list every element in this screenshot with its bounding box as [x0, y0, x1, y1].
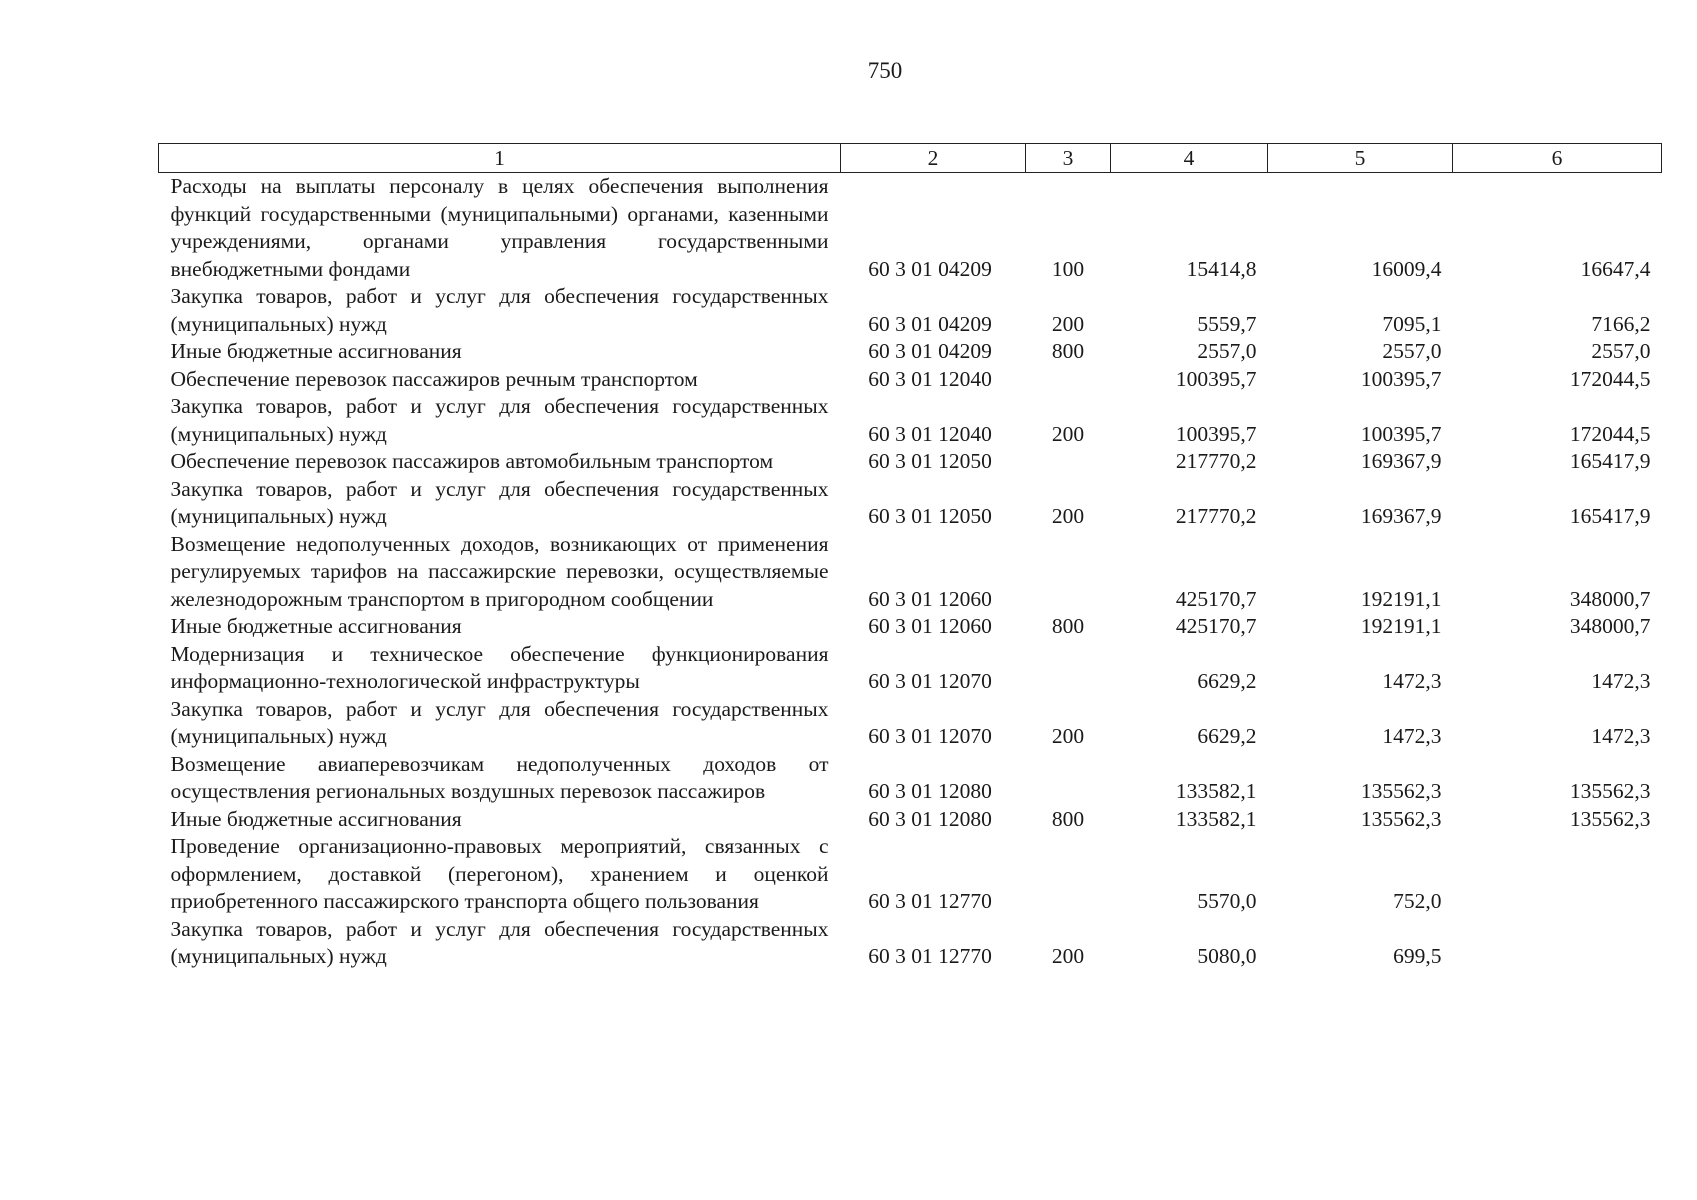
amount-col-4: 133582,1 [1175, 779, 1257, 803]
amount-col-6: 7166,2 [1591, 311, 1651, 336]
amount-col-5: 16009,4 [1371, 256, 1442, 281]
amount-col-4: 6629,2 [1197, 669, 1257, 693]
expense-type [1026, 751, 1111, 806]
row-name: Закупка товаров, работ и услуг для обеспечения государственных (муниципальных) нужд [170, 284, 829, 336]
amount-col-4: 5080,0 [1197, 944, 1257, 968]
amount-col-6: 16647,4 [1580, 256, 1651, 281]
amount-col-5: 169367,9 [1360, 449, 1442, 473]
column-header-5: 5 [1268, 144, 1453, 173]
row-name: Модернизация и техническое обеспечение функционирования информационно-технологической инфраструктуры [170, 641, 829, 693]
expense-type [1026, 448, 1111, 476]
expense-type: 100 [1051, 256, 1085, 281]
target-article-code: 60 3 01 12070 [868, 724, 992, 748]
table-row [159, 173, 1662, 284]
amount-col-6: 165417,9 [1569, 504, 1651, 528]
target-article-code: 60 3 01 04209 [868, 311, 992, 336]
expense-type [1026, 366, 1111, 394]
row-name: Обеспечение перевозок пассажиров автомобильным транспортом [170, 449, 774, 473]
amount-col-4: 6629,2 [1197, 724, 1257, 748]
expense-type: 800 [1051, 806, 1085, 831]
amount-col-6: 172044,5 [1569, 421, 1651, 446]
amount-col-5: 100395,7 [1360, 421, 1442, 446]
amount-col-5: 2557,0 [1382, 339, 1442, 363]
target-article-code: 60 3 01 12070 [868, 669, 992, 693]
amount-col-6: 135562,3 [1569, 779, 1651, 803]
amount-col-5: 169367,9 [1360, 504, 1442, 528]
amount-col-4: 2557,0 [1197, 339, 1257, 363]
row-name: Обеспечение перевозок пассажиров речным транспортом [170, 366, 698, 391]
target-article-code: 60 3 01 12770 [868, 889, 992, 913]
row-name: Закупка товаров, работ и услуг для обеспечения государственных (муниципальных) нужд [170, 476, 829, 528]
table-row [159, 833, 1662, 916]
column-header-1: 1 [159, 144, 841, 173]
amount-col-5: 192191,1 [1360, 586, 1442, 611]
table-row [159, 751, 1662, 806]
amount-col-5: 699,5 [1393, 944, 1442, 968]
expense-type [1026, 641, 1111, 696]
table-row [159, 613, 1662, 641]
amount-col-6 [1453, 916, 1662, 971]
expense-type: 800 [1051, 614, 1085, 638]
budget-table [158, 143, 1662, 971]
amount-col-6: 172044,5 [1569, 366, 1651, 391]
target-article-code: 60 3 01 12080 [868, 806, 992, 831]
target-article-code: 60 3 01 12040 [868, 421, 992, 446]
amount-col-5: 100395,7 [1360, 366, 1442, 391]
row-name: Иные бюджетные ассигнования [170, 806, 462, 831]
target-article-code: 60 3 01 12050 [868, 449, 992, 473]
row-name: Закупка товаров, работ и услуг для обеспечения государственных (муниципальных) нужд [170, 916, 829, 968]
target-article-code: 60 3 01 12060 [868, 586, 992, 611]
row-name: Возмещение авиаперевозчикам недополученных доходов от осуществления региональных воздушных перевозок пассажиров [170, 751, 829, 803]
table-row [159, 476, 1662, 531]
table-row [159, 806, 1662, 834]
target-article-code: 60 3 01 12080 [868, 779, 992, 803]
amount-col-6: 348000,7 [1569, 614, 1651, 638]
column-header-2: 2 [841, 144, 1026, 173]
table-row [159, 641, 1662, 696]
table-row [159, 283, 1662, 338]
amount-col-5: 135562,3 [1360, 779, 1442, 803]
amount-col-6: 165417,9 [1569, 449, 1651, 473]
row-name: Закупка товаров, работ и услуг для обеспечения государственных (муниципальных) нужд [170, 394, 829, 446]
row-name: Закупка товаров, работ и услуг для обеспечения государственных (муниципальных) нужд [170, 696, 829, 748]
expense-type [1026, 531, 1111, 614]
column-header-3: 3 [1026, 144, 1111, 173]
amount-col-4: 15414,8 [1186, 256, 1257, 281]
table-body [159, 173, 1662, 971]
amount-col-6 [1453, 833, 1662, 916]
table-row [159, 366, 1662, 394]
amount-col-4: 425170,7 [1175, 586, 1257, 611]
table-row [159, 338, 1662, 366]
amount-col-6: 2557,0 [1591, 339, 1651, 363]
expense-type: 200 [1051, 311, 1085, 336]
amount-col-4: 100395,7 [1175, 366, 1257, 391]
target-article-code: 60 3 01 12060 [868, 614, 992, 638]
expense-type [1026, 833, 1111, 916]
table-row [159, 696, 1662, 751]
amount-col-4: 5570,0 [1197, 889, 1257, 913]
row-name: Проведение организационно-правовых мероприятий, связанных с оформлением, доставкой (перегоном), хранением и оценкой приобретенного пассажирского транспорта общего пользования [170, 834, 829, 913]
column-header-4: 4 [1111, 144, 1268, 173]
amount-col-4: 217770,2 [1175, 449, 1257, 473]
table-row [159, 393, 1662, 448]
expense-type: 200 [1051, 504, 1085, 528]
row-name: Иные бюджетные ассигнования [170, 339, 462, 363]
amount-col-4: 217770,2 [1175, 504, 1257, 528]
expense-type: 200 [1051, 421, 1085, 446]
amount-col-5: 752,0 [1393, 889, 1442, 913]
table-header-row [159, 144, 1662, 173]
amount-col-5: 135562,3 [1360, 806, 1442, 831]
amount-col-6: 348000,7 [1569, 586, 1651, 611]
page-number: 750 [867, 58, 903, 83]
target-article-code: 60 3 01 04209 [868, 339, 992, 363]
column-header-6: 6 [1453, 144, 1662, 173]
amount-col-5: 7095,1 [1382, 311, 1442, 336]
amount-col-5: 1472,3 [1382, 724, 1442, 748]
amount-col-4: 5559,7 [1197, 311, 1257, 336]
amount-col-6: 1472,3 [1591, 669, 1651, 693]
table-row [159, 448, 1662, 476]
row-name: Возмещение недополученных доходов, возникающих от применения регулируемых тарифов на пассажирские перевозки, осуществляемые железнодорожным транспортом в пригородном сообщении [170, 531, 829, 611]
table-row [159, 531, 1662, 614]
amount-col-4: 425170,7 [1175, 614, 1257, 638]
target-article-code: 60 3 01 12050 [868, 504, 992, 528]
target-article-code: 60 3 01 04209 [868, 256, 992, 281]
expense-type: 800 [1051, 339, 1085, 363]
amount-col-4: 133582,1 [1175, 806, 1257, 831]
expense-type: 200 [1051, 724, 1085, 748]
row-name: Иные бюджетные ассигнования [170, 614, 462, 638]
target-article-code: 60 3 01 12040 [868, 366, 992, 391]
row-name: Расходы на выплаты персоналу в целях обеспечения выполнения функций государственными (муниципальными) органами, казенными учреждениями, органами управления государственными внебюджетными фондами [170, 174, 829, 281]
target-article-code: 60 3 01 12770 [868, 944, 992, 968]
amount-col-5: 192191,1 [1360, 614, 1442, 638]
amount-col-6: 135562,3 [1569, 806, 1651, 831]
amount-col-5: 1472,3 [1382, 669, 1442, 693]
amount-col-6: 1472,3 [1591, 724, 1651, 748]
table-row [159, 916, 1662, 971]
expense-type: 200 [1051, 944, 1085, 968]
amount-col-4: 100395,7 [1175, 421, 1257, 446]
